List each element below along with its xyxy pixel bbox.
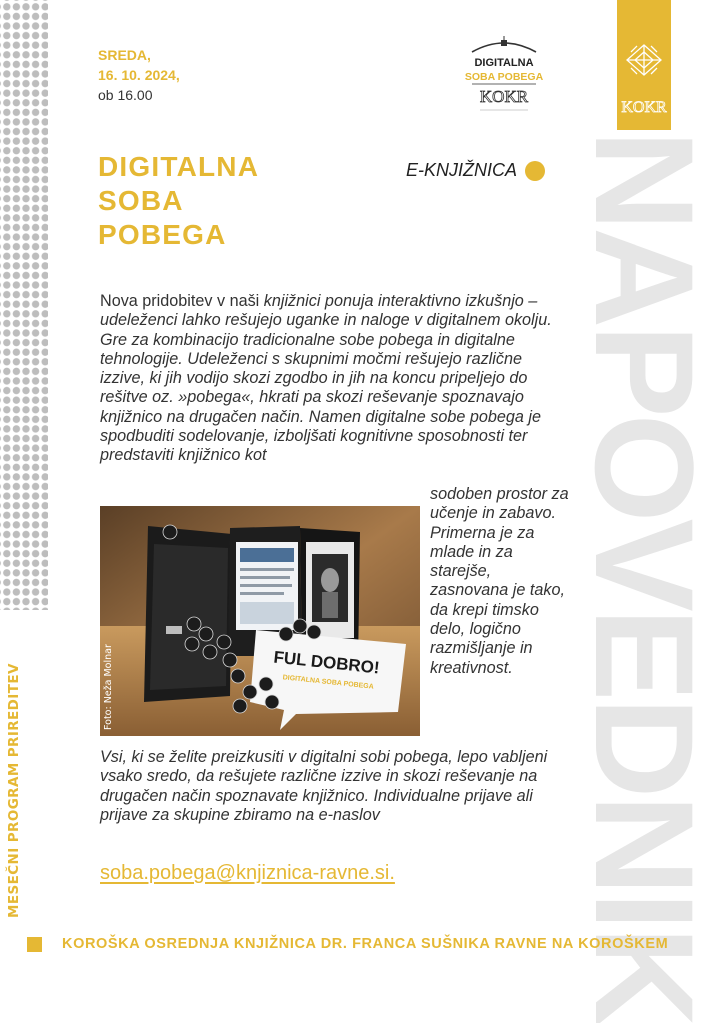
- title-line3: POBEGA: [98, 219, 227, 250]
- footer-square-icon: [27, 937, 42, 952]
- event-date-block: [98, 45, 180, 105]
- logo-line2: SOBA POBEGA: [464, 71, 544, 83]
- body-paragraph-1-continued: sodoben prostor za učenje in zabavo. Primerna je za mlade in za starejše, zasnovana je tako, da krepi timsko delo, logično razmišljanje in kreativnost.: [430, 485, 569, 677]
- photo-sign-sub: DIGITALNA SOBA POBEGA: [282, 674, 375, 691]
- page-title: [98, 150, 259, 252]
- contact-email-link[interactable]: soba.pobega@knjiznica-ravne.si.: [100, 862, 395, 884]
- photo-credit: Foto: Neža Molnar: [103, 644, 114, 730]
- logo-mark: KOKR: [479, 87, 529, 106]
- logo-line1: DIGITALNA: [474, 57, 534, 69]
- side-label: MESEČNI PROGRAM PRIREDITEV: [6, 663, 22, 918]
- body-lead: Nova pridobitev v naši: [100, 292, 264, 310]
- category-tag: [406, 160, 545, 181]
- escape-room-photo: [100, 506, 420, 736]
- corner-yellow-bar: [617, 0, 671, 130]
- title-line1: DIGITALNA: [98, 151, 260, 182]
- event-day: SREDA,: [98, 47, 151, 63]
- dotted-pattern: [0, 0, 48, 610]
- kokr-corner-icon: [617, 0, 671, 130]
- title-line2: SOBA: [98, 185, 184, 216]
- footer-library-name: KOROŠKA OSREDNJA KNJIŽNICA DR. FRANCA SUŠNIKA RAVNE NA KOROŠKEM: [62, 936, 669, 952]
- photo-sign-text: FUL DOBRO!: [272, 647, 381, 678]
- body-paragraph-2: Vsi, ki se želite preizkusiti v digitalni sobi pobega, lepo vabljeni vsako sredo, da rešujete različne izzive in skozi reševanje na drugačen način spoznavate knjižnico. Individualne prijave ali prijave za skupine zbiramo na e-naslov: [100, 748, 548, 824]
- body-paragraph-1-text: knjižnici ponuja interaktivno izkušnjo – udeleženci lahko rešujejo uganke in naloge v digitalnem okolju. Gre za kombinacijo tradicionalne sobe pobega in digitalne tehnologije. Udeleženci s skupnimi močmi rešujejo različne izzive, ki jih vodijo skozi zgodbo in jih na koncu pripeljejo do rešitve oz. »pobega«, hkrati pa skozi reševanje spoznavajo knjižnico na drugačen način. Namen digitalne sobe pobega je spodbuditi sodelovanje, izboljšati kognitivne sposobnosti ter predstaviti knjižnico kot: [100, 292, 552, 465]
- digitalna-soba-pobega-logo: [462, 36, 546, 120]
- napovednik-watermark: [566, 130, 723, 1023]
- corner-mark-text: KOKR: [621, 99, 667, 116]
- event-date: 16. 10. 2024,: [98, 67, 180, 83]
- category-dot-icon: [525, 161, 545, 181]
- body-paragraph-1: [100, 292, 562, 466]
- category-label: E-KNJIŽNICA: [406, 160, 518, 180]
- event-time: ob 16.00: [98, 87, 153, 103]
- watermark-text: NAPOVEDNIK: [566, 130, 723, 1023]
- photo-illustration: [100, 506, 420, 736]
